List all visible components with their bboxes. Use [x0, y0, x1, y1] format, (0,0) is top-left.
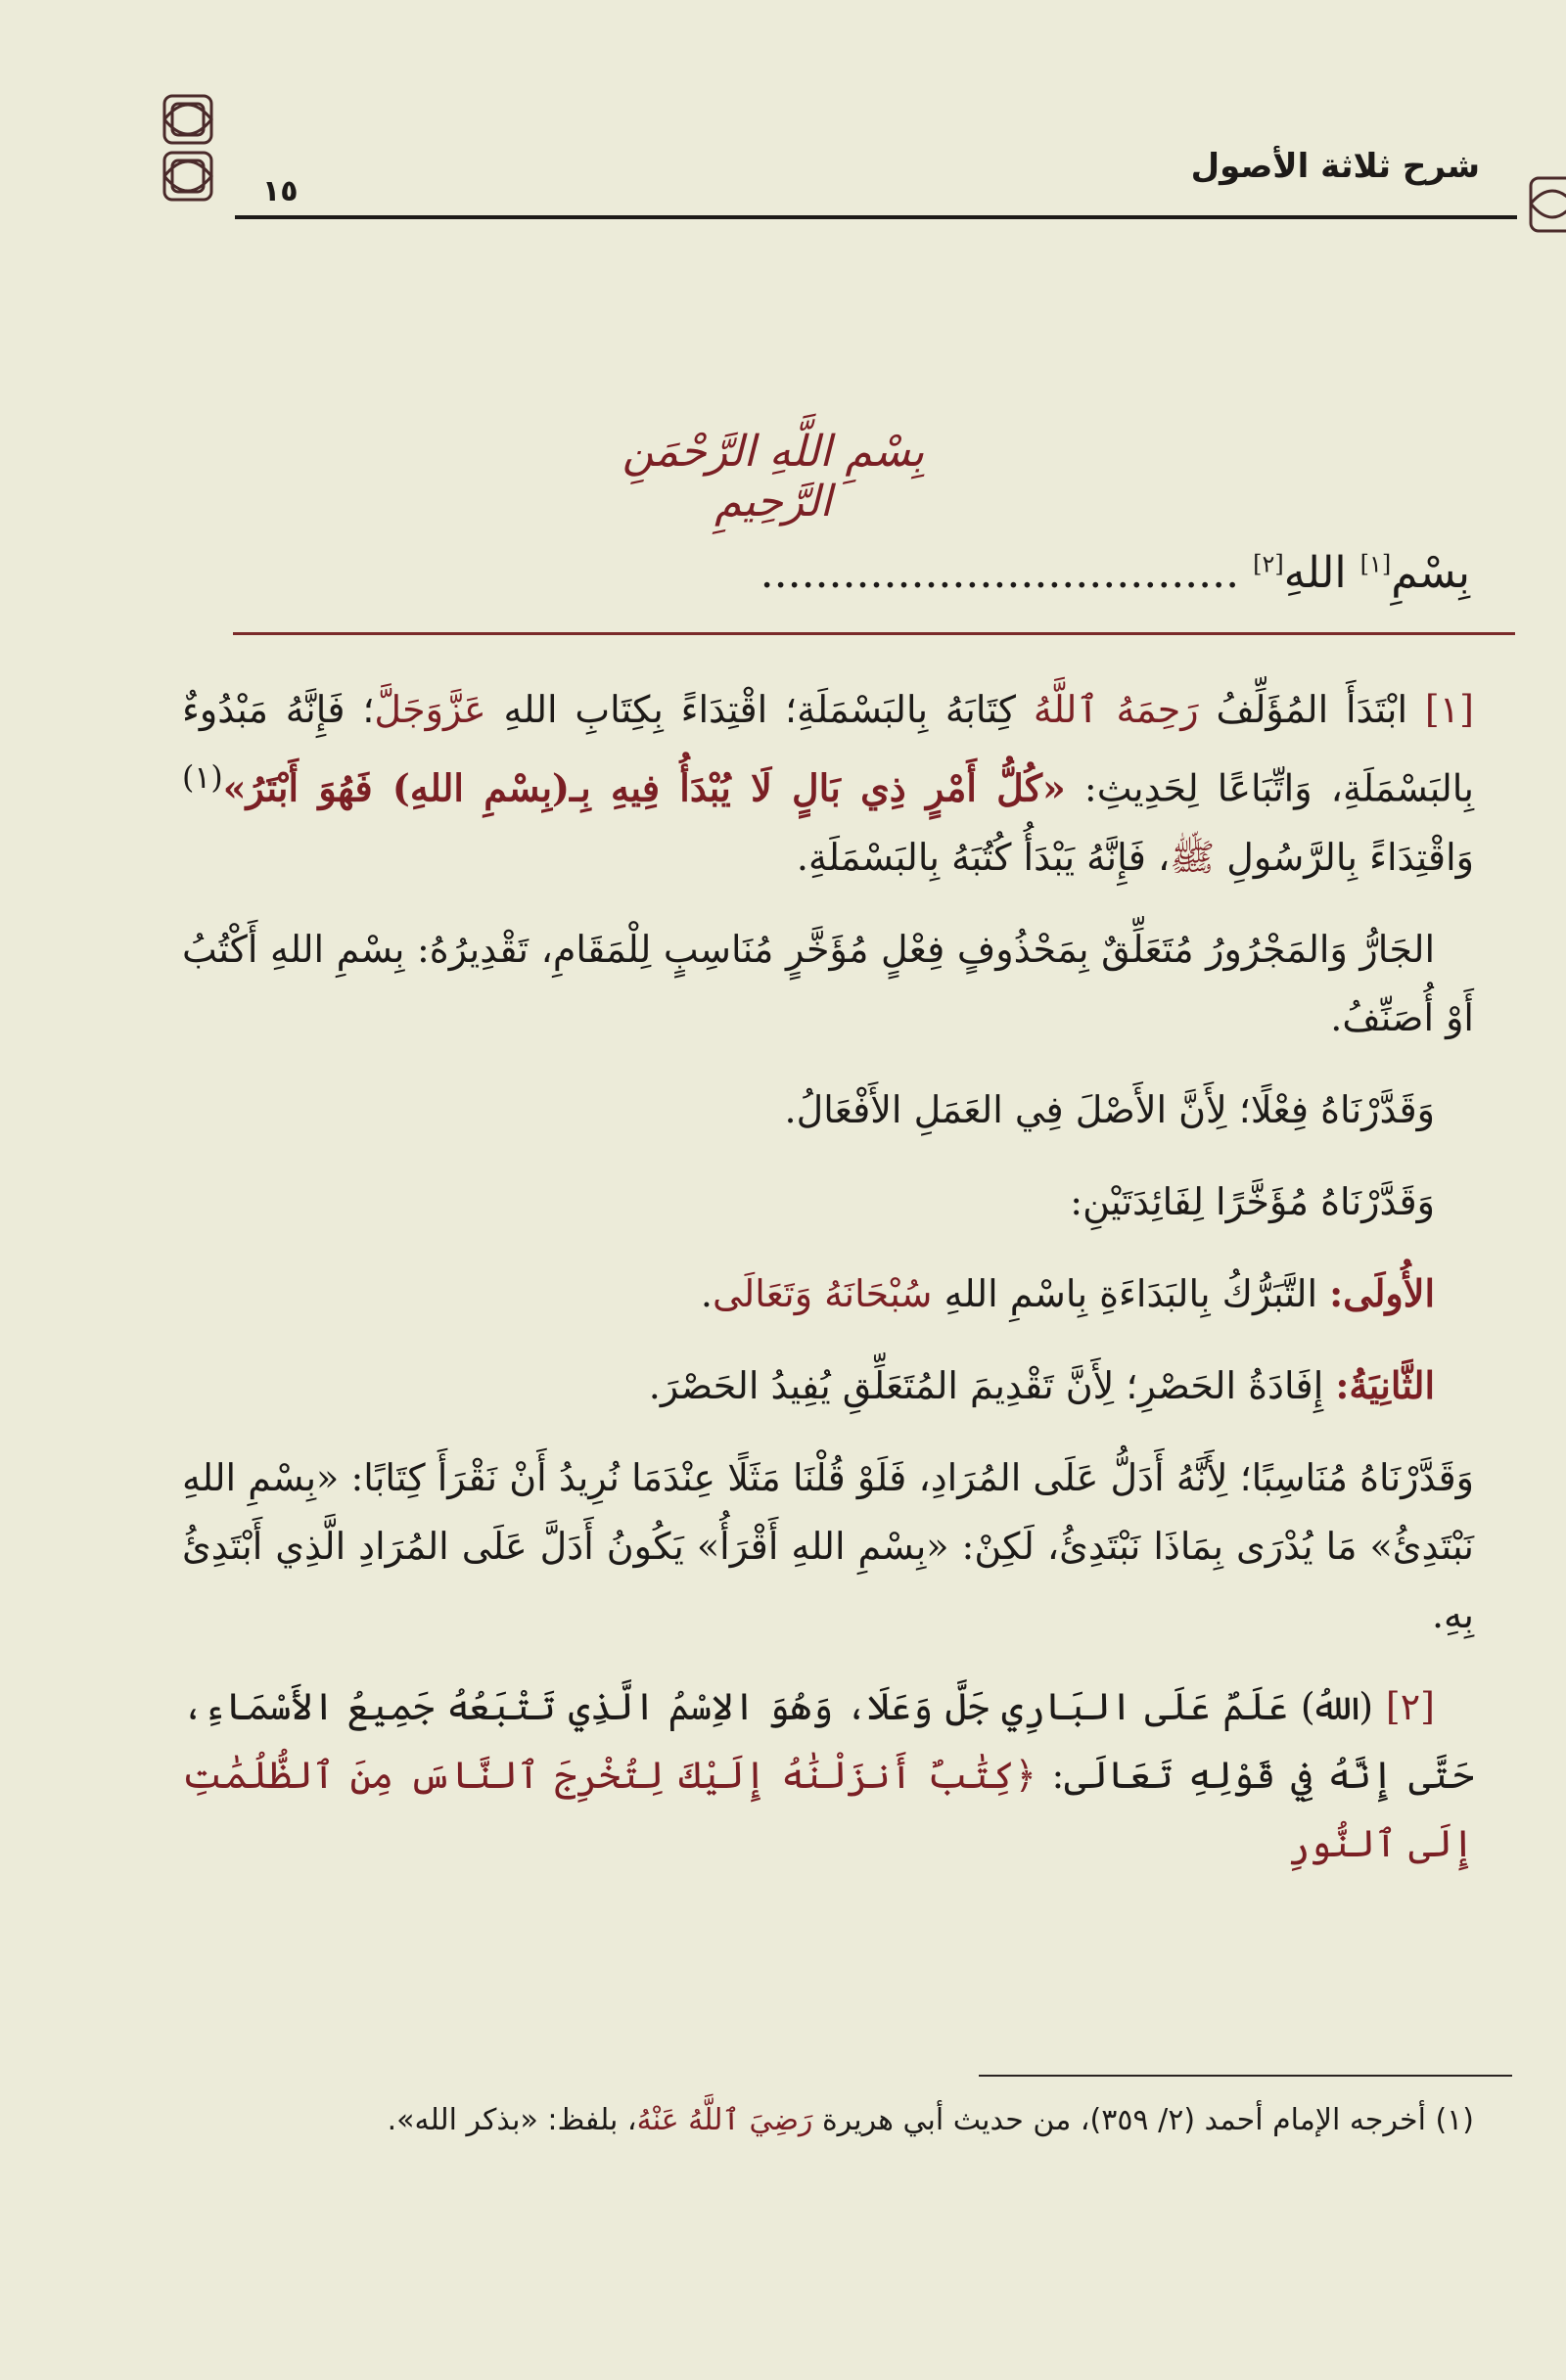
footnote	[182, 2096, 1474, 2145]
text: ابْتَدَأَ المُؤَلِّفُ	[1216, 688, 1408, 731]
text: (اللهُ) عَلَمٌ عَلَى البَارِي جَلَّ وَعَلَا، وَهُوَ الاِسْمُ الَّذِي تَتْبَعُهُ جَمِيعُ الأَسْمَاءِ، حَتَّى إِنَّهُ فِي قَوْلِهِ تَعَالَى:	[182, 1684, 1474, 1797]
footnote-ref: (١)	[182, 760, 223, 796]
honorific: عَزَّوَجَلَّ	[374, 688, 486, 731]
text: إِفَادَةُ الحَصْرِ؛ لِأَنَّ تَقْدِيمَ المُتَعَلِّقِ يُفِيدُ الحَصْرَ.	[648, 1363, 1324, 1407]
paragraph-1	[182, 675, 1474, 892]
paragraph-6	[182, 1351, 1474, 1420]
paragraph-7: وَقَدَّرْنَاهُ مُنَاسِبًا؛ لِأَنَّهُ أَدَلُّ عَلَى المُرَادِ، فَلَوْ قُلْنَا مَثَلًا عِنْدَمَا نُرِيدُ أَنْ نَقْرَأَ كِتَابًا: «بِسْمِ اللهِ نَبْتَدِئُ» مَا يُدْرَى بِمَاذَا نَبْتَدِئُ، لَكِنْ: «بِسْمِ اللهِ أَقْرَأُ» يَكُونُ أَدَلَّ عَلَى المُرَادِ الَّذِي أَبْتَدِئُ بِهِ.	[182, 1455, 1474, 1636]
quran-quote: ﴿كِتَٰبٌ أَنزَلْنَٰهُ إِلَيْكَ لِتُخْرِجَ ٱلنَّاسَ مِنَ ٱلظُّلُمَٰتِ إِلَى ٱلنُّورِ	[182, 1753, 1474, 1865]
basmala-calligraphy: بِسْمِ اللَّهِ الرَّحْمَنِ الرَّحِيمِ	[622, 427, 925, 526]
paragraph-8	[182, 1672, 1474, 1878]
matn-line	[760, 548, 1470, 598]
text: ؛ فَإِنَّهُ مَبْدُوءٌ بِالبَسْمَلَةِ، وَاتِّبَاعًا لِحَدِيثِ:	[182, 688, 1474, 810]
text: كِتَابَهُ بِالبَسْمَلَةِ؛ اقْتِدَاءً بِكِتَابِ اللهِ	[503, 688, 1017, 731]
knot-ornament-icon	[159, 90, 217, 207]
text: التَّبَرُّكُ بِالبَدَاءَةِ بِاسْمِ اللهِ	[944, 1271, 1318, 1315]
paragraph-4: وَقَدَّرْنَاهُ مُؤَخَّرًا لِفَائِدَتَيْنِ:	[1070, 1179, 1435, 1223]
commentary-body	[182, 675, 1474, 1901]
footnote-text: (١) أخرجه الإمام أحمد (٢/ ٣٥٩)، من حديث أبي هريرة	[821, 2103, 1474, 2137]
paragraph-3: وَقَدَّرْنَاهُ فِعْلًا؛ لِأَنَّ الأَصْلَ فِي العَمَلِ الأَفْعَالُ.	[784, 1087, 1435, 1131]
footnote-rule	[979, 2075, 1512, 2077]
page-number: ١٥	[262, 174, 299, 208]
honorific: رَحِمَهُ ٱللَّهُ	[1033, 688, 1199, 731]
running-header-title: شرح ثلاثة الأصول	[1190, 147, 1480, 186]
text: وَاقْتِدَاءً بِالرَّسُولِ	[1226, 835, 1474, 879]
honorific: ﷺ	[1170, 835, 1216, 879]
honorific: سُبْحَانَهُ وَتَعَالَى	[712, 1271, 933, 1315]
hadith-quote: «كُلُّ أَمْرٍ ذِي بَالٍ لَا يُبْدَأُ فِيهِ بِـ(بِسْمِ اللهِ) فَهُوَ أَبْتَرُ»	[222, 765, 1066, 810]
note-label: [٢]	[1385, 1684, 1435, 1728]
footnote-text: ، بلفظ: «بذكر الله».	[387, 2103, 637, 2137]
knot-ornament-icon	[1527, 174, 1566, 235]
matn-dots: ...................................	[760, 548, 1240, 598]
text: ، فَإِنَّهُ يَبْدَأُ كُتُبَهُ بِالبَسْمَلَةِ.	[796, 835, 1171, 879]
paragraph-5: الأُولَى: التَّبَرُّكُ بِالبَدَاءَةِ بِاسْمِ اللهِ سُبْحَانَهُ وَتَعَالَى.	[700, 1270, 1435, 1315]
point-label: الثَّانِيَةُ:	[1335, 1362, 1435, 1407]
matn-word: اللهِ	[1283, 548, 1347, 598]
note-label: [١]	[1424, 688, 1474, 731]
matn-word: بِسْمِ	[1391, 548, 1470, 598]
matn-ref: [١]	[1359, 550, 1392, 578]
matn-rule	[233, 632, 1515, 635]
header-rule	[235, 215, 1517, 219]
point-label: الأُولَى:	[1329, 1270, 1435, 1315]
honorific: رَضِيَ ٱللَّهُ عَنْهُ	[636, 2103, 813, 2137]
paragraph-2: الجَارُّ وَالمَجْرُورُ مُتَعَلِّقٌ بِمَحْذُوفٍ فِعْلٍ مُؤَخَّرٍ مُنَاسِبٍ لِلْمَقَامِ، تَقْدِيرُهُ: بِسْمِ اللهِ أَكْتُبُ أَوْ أُصَنِّفُ.	[182, 927, 1474, 1039]
matn-ref: [٢]	[1253, 550, 1284, 578]
